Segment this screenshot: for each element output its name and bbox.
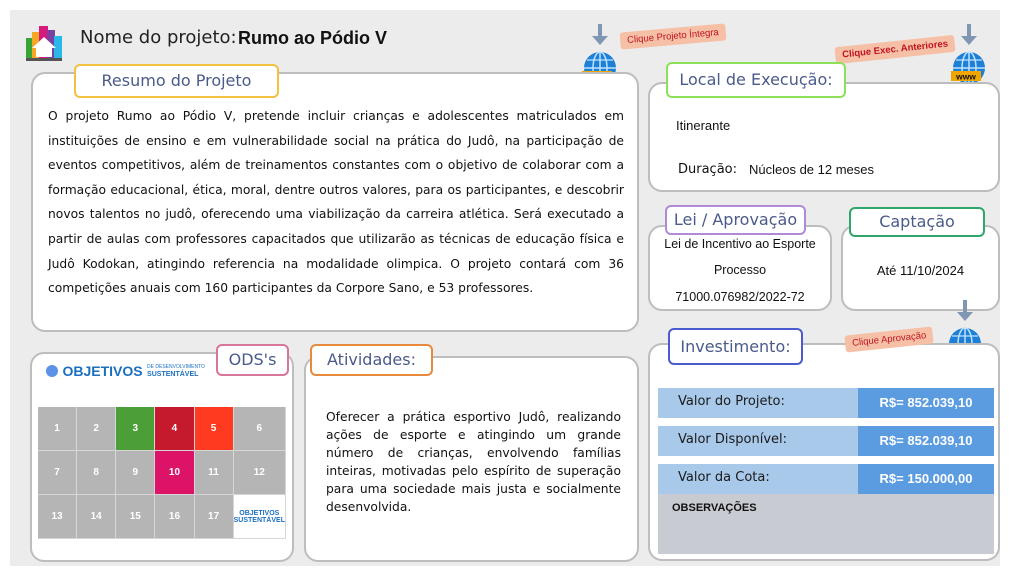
ods-goals-grid bbox=[38, 407, 286, 539]
ods-goal-tile: 12 bbox=[234, 451, 286, 495]
ods-goal-tile: 13 bbox=[38, 495, 77, 539]
ods-goal-tile: 11 bbox=[195, 451, 234, 495]
atividades-line: para uma sociedade mais justa e socialmente bbox=[326, 482, 621, 496]
resumo-card bbox=[31, 72, 639, 332]
resumo-line: formação educacional, ética, moral, dentre outros valores, para os participantes, e descobrir bbox=[48, 182, 624, 197]
ods-goal-tile: 3 bbox=[116, 407, 155, 451]
exec-anteriores-note[interactable]: Clique Exec. Anteriores bbox=[834, 35, 955, 64]
valor-projeto-row bbox=[658, 388, 994, 418]
ods-goal-tile: 5 bbox=[195, 407, 234, 451]
ods-banner bbox=[46, 362, 205, 380]
atividades-text bbox=[326, 408, 621, 516]
ods-goal-tile: 4 bbox=[155, 407, 194, 451]
aprovacao-note[interactable]: Clique Aprovação bbox=[844, 326, 934, 352]
resumo-line: partir de aulas com professores capacitados que utilizarão as técnicas de educação física e bbox=[48, 231, 624, 246]
ods-goal-tile: 2 bbox=[77, 407, 116, 451]
lei-line2: Processo bbox=[713, 263, 767, 277]
investimento-card bbox=[648, 343, 1000, 561]
resumo-text bbox=[48, 104, 624, 301]
observacoes-label: OBSERVAÇÕES bbox=[672, 502, 757, 514]
lei-title: Lei / Aprovação bbox=[665, 205, 806, 235]
local-place: Itinerante bbox=[676, 118, 731, 133]
ods-goal-tile: 15 bbox=[116, 495, 155, 539]
valor-disponivel-value: R$= 852.039,10 bbox=[858, 426, 994, 456]
resumo-line: instituições de ensino e em vulnerabilidade social na prática do Judô, na participação de bbox=[48, 133, 624, 148]
valor-cota-label: Valor da Cota: bbox=[678, 470, 770, 485]
un-emblem-icon bbox=[46, 365, 58, 377]
atividades-line: Oferecer a prática esportivo Judô, realizando bbox=[326, 410, 621, 424]
ods-title: ODS's bbox=[216, 344, 289, 376]
lei-line3: 71000.076982/2022-72 bbox=[675, 290, 805, 304]
atividades-line: ações de esporte e atingindo um grande bbox=[326, 428, 621, 442]
valor-projeto-label: Valor do Projeto: bbox=[678, 394, 785, 409]
resumo-title: Resumo do Projeto bbox=[74, 64, 279, 98]
captacao-title: Captação bbox=[849, 207, 985, 237]
ods-banner-sub1: DE DESENVOLVIMENTO bbox=[147, 363, 205, 370]
projeto-integra-note[interactable]: Clique Projeto Íntegra bbox=[619, 23, 726, 49]
ods-goal-tile: 9 bbox=[116, 451, 155, 495]
captacao-value: Até 11/10/2024 bbox=[876, 263, 965, 278]
atividades-line: número de crianças, envolvendo famílias bbox=[326, 446, 621, 460]
valor-projeto-value: R$= 852.039,10 bbox=[858, 388, 994, 418]
valor-cota-value: R$= 150.000,00 bbox=[858, 464, 994, 494]
valor-disponivel-row bbox=[658, 426, 994, 456]
ods-goal-tile: OBJETIVOS SUSTENTÁVEL bbox=[234, 495, 286, 539]
ods-goal-tile: 16 bbox=[155, 495, 194, 539]
atividades-title: Atividades: bbox=[310, 344, 433, 376]
ods-goal-tile: 17 bbox=[195, 495, 234, 539]
duracao-value: Núcleos de 12 meses bbox=[749, 162, 875, 177]
observacoes-box bbox=[658, 494, 994, 554]
ods-goal-tile: 14 bbox=[77, 495, 116, 539]
duracao-label: Duração: bbox=[678, 162, 738, 177]
captacao-card bbox=[841, 225, 1000, 311]
lei-line1: Lei de Incentivo ao Esporte bbox=[664, 237, 816, 251]
resumo-line: eventos competitivos, além de treinamentos constantes com o objetivo de colaborar com a bbox=[48, 158, 624, 173]
project-name-label: Nome do projeto: bbox=[80, 27, 237, 48]
ods-goal-tile: 10 bbox=[155, 451, 194, 495]
lei-card bbox=[648, 225, 832, 311]
ods-goal-tile: 1 bbox=[38, 407, 77, 451]
local-card bbox=[648, 82, 1000, 192]
ods-card bbox=[30, 352, 294, 562]
atividades-line: desenvolvida. bbox=[326, 500, 412, 514]
local-title: Local de Execução: bbox=[666, 62, 846, 98]
valor-disponivel-label: Valor Disponível: bbox=[678, 432, 788, 447]
atividades-line: inteiras, motivadas pelo espírito de superação bbox=[326, 464, 621, 478]
resumo-line: novos talentos no judô, oferecendo uma viabilização da carreira atlética. Será executado a bbox=[48, 207, 624, 222]
ods-goal-tile: 8 bbox=[77, 451, 116, 495]
ods-banner-sub2: SUSTENTÁVEL bbox=[147, 370, 199, 378]
www-globe-icon bbox=[950, 24, 988, 90]
svg-text:www: www bbox=[956, 71, 976, 82]
investimento-title: Investimento: bbox=[668, 328, 803, 365]
valor-cota-row bbox=[658, 464, 994, 494]
ods-goal-tile: 7 bbox=[38, 451, 77, 495]
exec-anteriores-link[interactable] bbox=[950, 24, 988, 80]
ods-banner-main: OBJETIVOS bbox=[62, 362, 143, 379]
ods-goal-tile: 6 bbox=[234, 407, 286, 451]
atividades-card bbox=[304, 356, 639, 562]
resumo-line: O projeto Rumo ao Pódio V, pretende incluir crianças e adolescentes matriculados em bbox=[48, 109, 624, 123]
project-name-value: Rumo ao Pódio V bbox=[238, 28, 388, 48]
resumo-line: competições anuais com 160 participantes da Corpore Sano, e 53 professores. bbox=[48, 281, 534, 296]
casa-logo-icon bbox=[24, 24, 64, 64]
resumo-line: Judô Kodokan, atingindo referencia na modalidade olimpica. O projeto contará com 36 bbox=[48, 256, 624, 271]
